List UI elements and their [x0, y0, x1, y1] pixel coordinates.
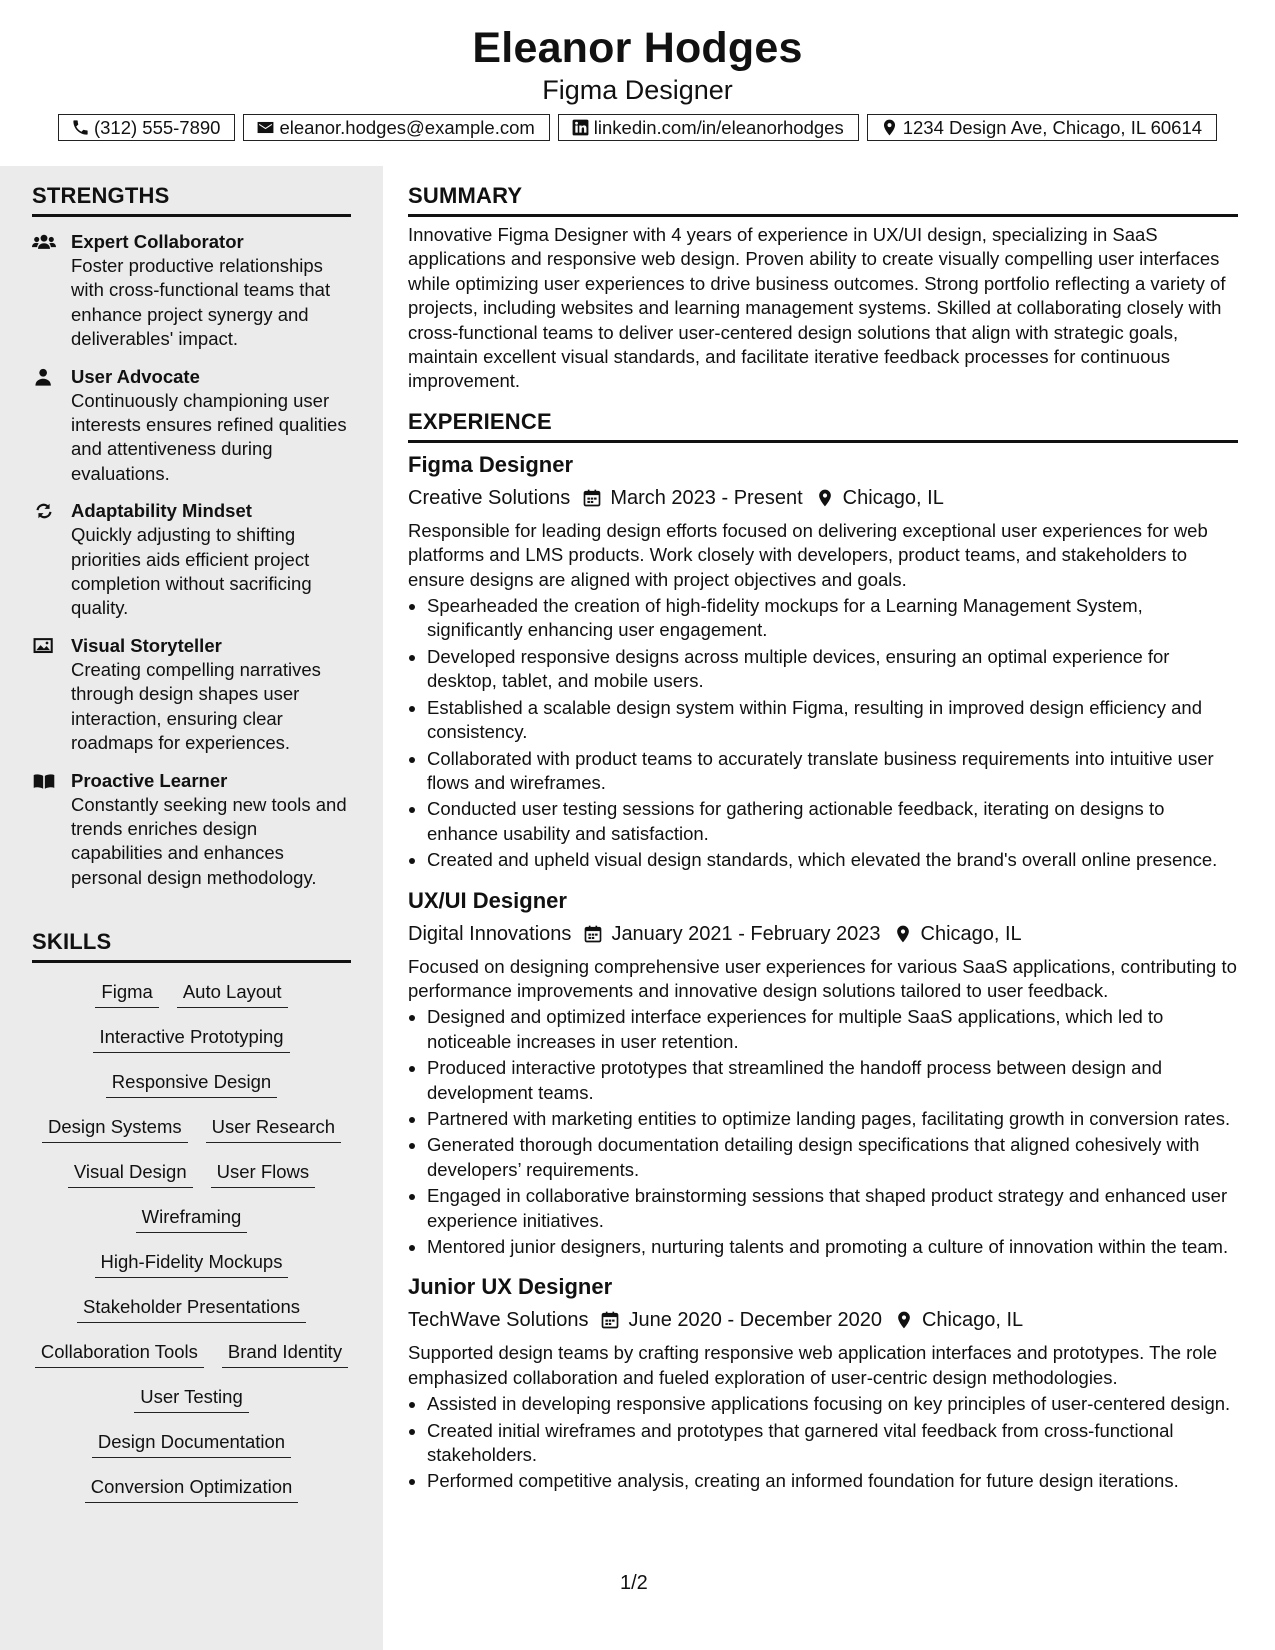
job-dates: March 2023 - Present: [610, 486, 803, 509]
strength-item: [32, 768, 351, 891]
image-icon: [32, 636, 56, 656]
linkedin-text: linkedin.com/in/eleanorhodges: [593, 116, 844, 138]
resume-header: [0, 0, 1275, 166]
strengths-section: [32, 182, 351, 890]
job-bullet: • Mentored junior designers, nurturing talents and promoting a culture of innovation within the team.: [427, 1235, 1238, 1259]
job-bullet: • Created initial wireframes and prototypes that garnered vital feedback from cross-functional stakeholders.: [427, 1419, 1238, 1468]
strength-name: User Advocate: [71, 365, 200, 387]
user-icon: [32, 367, 56, 387]
job-bullets: [408, 594, 1238, 872]
candidate-title: Figma Designer: [542, 75, 733, 105]
skill-tag: Stakeholder Presentations: [77, 1294, 306, 1323]
job-role: Figma Designer: [408, 451, 574, 477]
strength-name: Expert Collaborator: [71, 231, 244, 252]
job-bullet: • Partnered with marketing entities to optimize landing pages, facilitating growth in conversion rates.: [427, 1107, 1238, 1131]
strength-item: [32, 364, 351, 487]
job-bullet: • Assisted in developing responsive applications focusing on key principles of user-centered design.: [427, 1392, 1238, 1416]
strength-desc: Continuously championing user interests ensures refined qualities and attentiveness during evaluations.: [71, 389, 347, 484]
job-bullet: • Engaged in collaborative brainstorming sessions that shaped product strategy and enhanced user experience initiatives.: [427, 1184, 1238, 1233]
skill-row: [32, 1114, 351, 1159]
job-company: TechWave Solutions: [408, 1309, 589, 1332]
skill-row: [32, 1429, 351, 1474]
strength-desc: Foster productive relationships with cross-functional teams that enhance project synergy and deliverables' impact.: [71, 255, 331, 350]
skills-section: [32, 928, 351, 1519]
skill-tag: Design Documentation: [92, 1429, 291, 1458]
skill-row: [32, 1339, 351, 1384]
job-bullet: • Generated thorough documentation detailing design specifications that aligned cohesively with developers’ requirements.: [427, 1133, 1238, 1182]
calendar-icon: [582, 488, 602, 508]
refresh-icon: [32, 501, 56, 521]
job-bullets: [408, 1392, 1238, 1494]
linkedin-contact[interactable]: [558, 114, 859, 141]
job-bullet: • Designed and optimized interface experiences for multiple SaaS applications, which led to noticeable increases in user retention.: [427, 1005, 1238, 1054]
location-pin-icon: [815, 488, 835, 508]
job-meta: [408, 483, 1238, 513]
skill-tag: User Flows: [211, 1159, 316, 1188]
job-company: Digital Innovations: [408, 922, 572, 945]
skill-tag: Figma: [95, 979, 158, 1008]
skill-tag: Collaboration Tools: [35, 1339, 204, 1368]
location-pin-icon: [880, 118, 899, 137]
job-bullet: • Performed competitive analysis, creating an informed foundation for future design iterations.: [427, 1469, 1238, 1493]
linkedin-icon: [571, 118, 590, 137]
skill-row: [32, 1069, 351, 1114]
phone-icon: [71, 118, 90, 137]
skill-row: [32, 1384, 351, 1429]
skill-tag: Auto Layout: [177, 979, 288, 1008]
job-entry: [408, 1273, 1238, 1493]
email-contact[interactable]: [243, 114, 549, 141]
job-list: [408, 451, 1238, 1494]
skill-tag: Brand Identity: [222, 1339, 348, 1368]
skill-tag: Visual Design: [68, 1159, 193, 1188]
job-description: Supported design teams by crafting responsive web application interfaces and prototypes. The role emphasized collaboration and fueled exploration of user-centric design methodologies.: [408, 1342, 1217, 1388]
job-meta: [408, 919, 1238, 949]
book-icon: [32, 771, 56, 791]
envelope-icon: [256, 118, 275, 137]
job-dates: January 2021 - February 2023: [611, 922, 881, 945]
job-bullet: • Conducted user testing sessions for gathering actionable feedback, iterating on designs to enhance usability and satisfaction.: [427, 797, 1238, 846]
skill-tag: User Testing: [134, 1384, 248, 1413]
skill-row: [32, 1159, 351, 1204]
skill-row: [32, 1294, 351, 1339]
summary-text: Innovative Figma Designer with 4 years of experience in UX/UI design, specializing in SaaS applications and responsive web design. Proven ability to create visually compelling user interfaces while optimizing user experiences to drive business outcomes. Strong portfolio reflecting a variety of projects, including websites and learning management systems. Skilled at collaborating closely with cross-functional teams to deliver user-centered design solutions that align with strategic goals, maintain excellent visual standards, and facilitate iterative feedback processes for continuous improvement.: [408, 224, 1226, 392]
experience-heading: EXPERIENCE: [408, 408, 1238, 443]
strength-name: Proactive Learner: [71, 769, 228, 791]
skill-row: [32, 1204, 351, 1249]
skills-heading: SKILLS: [32, 928, 351, 963]
job-bullet: • Established a scalable design system within Figma, resulting in improved design efficiency and consistency.: [427, 696, 1238, 745]
job-bullet: • Collaborated with product teams to accurately translate business requirements into intuitive user flows and wireframes.: [427, 747, 1238, 796]
phone-text: (312) 555-7890: [93, 116, 221, 138]
strength-name: Adaptability Mindset: [71, 500, 252, 522]
left-sidebar: [0, 166, 383, 1650]
summary-heading: SUMMARY: [408, 182, 1238, 217]
job-dates: June 2020 - December 2020: [628, 1309, 882, 1332]
job-description: Focused on designing comprehensive user experiences for various SaaS applications, contributing to performance improvements and innovative design solutions tailored to user feedback.: [408, 955, 1237, 1001]
job-bullet: • Developed responsive designs across multiple devices, ensuring an optimal experience for desktop, tablet, and mobile users.: [427, 645, 1238, 694]
job-role: Junior UX Designer: [408, 1274, 613, 1300]
job-bullet: • Spearheaded the creation of high-fidelity mockups for a Learning Management System, significantly enhancing user engagement.: [427, 594, 1238, 643]
strength-item: [32, 229, 351, 352]
strength-item: [32, 633, 351, 756]
candidate-name: Eleanor Hodges: [472, 24, 803, 72]
strength-desc: Constantly seeking new tools and trends enriches design capabilities and enhances personal design methodology.: [71, 793, 347, 888]
job-entry: [408, 451, 1238, 873]
users-icon: [32, 232, 56, 252]
job-description: Responsible for leading design efforts focused on delivering exceptional user experiences for web platforms and LMS products. Work closely with developers, product teams, and stakeholders to ensure designs are aligned with project objectives and goals.: [408, 519, 1208, 590]
skill-tag: High-Fidelity Mockups: [95, 1249, 289, 1278]
job-entry: [408, 887, 1238, 1260]
job-bullets: [408, 1005, 1238, 1259]
strength-desc: Quickly adjusting to shifting priorities aids efficient project completion without sacrificing quality.: [71, 524, 312, 619]
skill-row: [32, 979, 351, 1024]
job-role: UX/UI Designer: [408, 887, 567, 913]
skill-tag: Responsive Design: [106, 1069, 277, 1098]
address-contact: [867, 114, 1217, 141]
location-pin-icon: [894, 1310, 914, 1330]
contact-bar: [0, 114, 1275, 141]
skills-list: [32, 979, 351, 1519]
job-bullet: • Created and upheld visual design standards, which elevated the brand's overall online presence.: [427, 848, 1238, 872]
skill-tag: Wireframing: [136, 1204, 248, 1233]
skill-row: [32, 1474, 351, 1519]
job-bullet: • Produced interactive prototypes that streamlined the handoff process between design and development teams.: [427, 1056, 1238, 1105]
job-meta: [408, 1305, 1238, 1335]
skill-tag: User Research: [206, 1114, 341, 1143]
strength-desc: Creating compelling narratives through design shapes user interaction, ensuring clear roadmaps for experiences.: [71, 658, 321, 754]
calendar-icon: [583, 924, 603, 944]
phone-contact[interactable]: [58, 114, 236, 141]
location-pin-icon: [893, 924, 913, 944]
email-text: eleanor.hodges@example.com: [279, 116, 535, 138]
skill-tag: Design Systems: [42, 1114, 188, 1143]
job-location: Chicago, IL: [921, 1309, 1024, 1332]
strength-name: Visual Storyteller: [71, 634, 222, 656]
main-content: [408, 182, 1238, 1496]
strength-item: [32, 498, 351, 621]
skill-tag: Interactive Prototyping: [93, 1024, 289, 1053]
skill-row: [32, 1024, 351, 1069]
strengths-heading: STRENGTHS: [32, 182, 351, 217]
address-text: 1234 Design Ave, Chicago, IL 60614: [902, 116, 1203, 138]
calendar-icon: [600, 1310, 620, 1330]
skill-tag: Conversion Optimization: [85, 1474, 299, 1503]
page-number: 1/2: [620, 1572, 648, 1594]
job-location: Chicago, IL: [842, 486, 944, 509]
job-company: Creative Solutions: [408, 486, 571, 509]
job-location: Chicago, IL: [920, 922, 1022, 945]
skill-row: [32, 1249, 351, 1294]
